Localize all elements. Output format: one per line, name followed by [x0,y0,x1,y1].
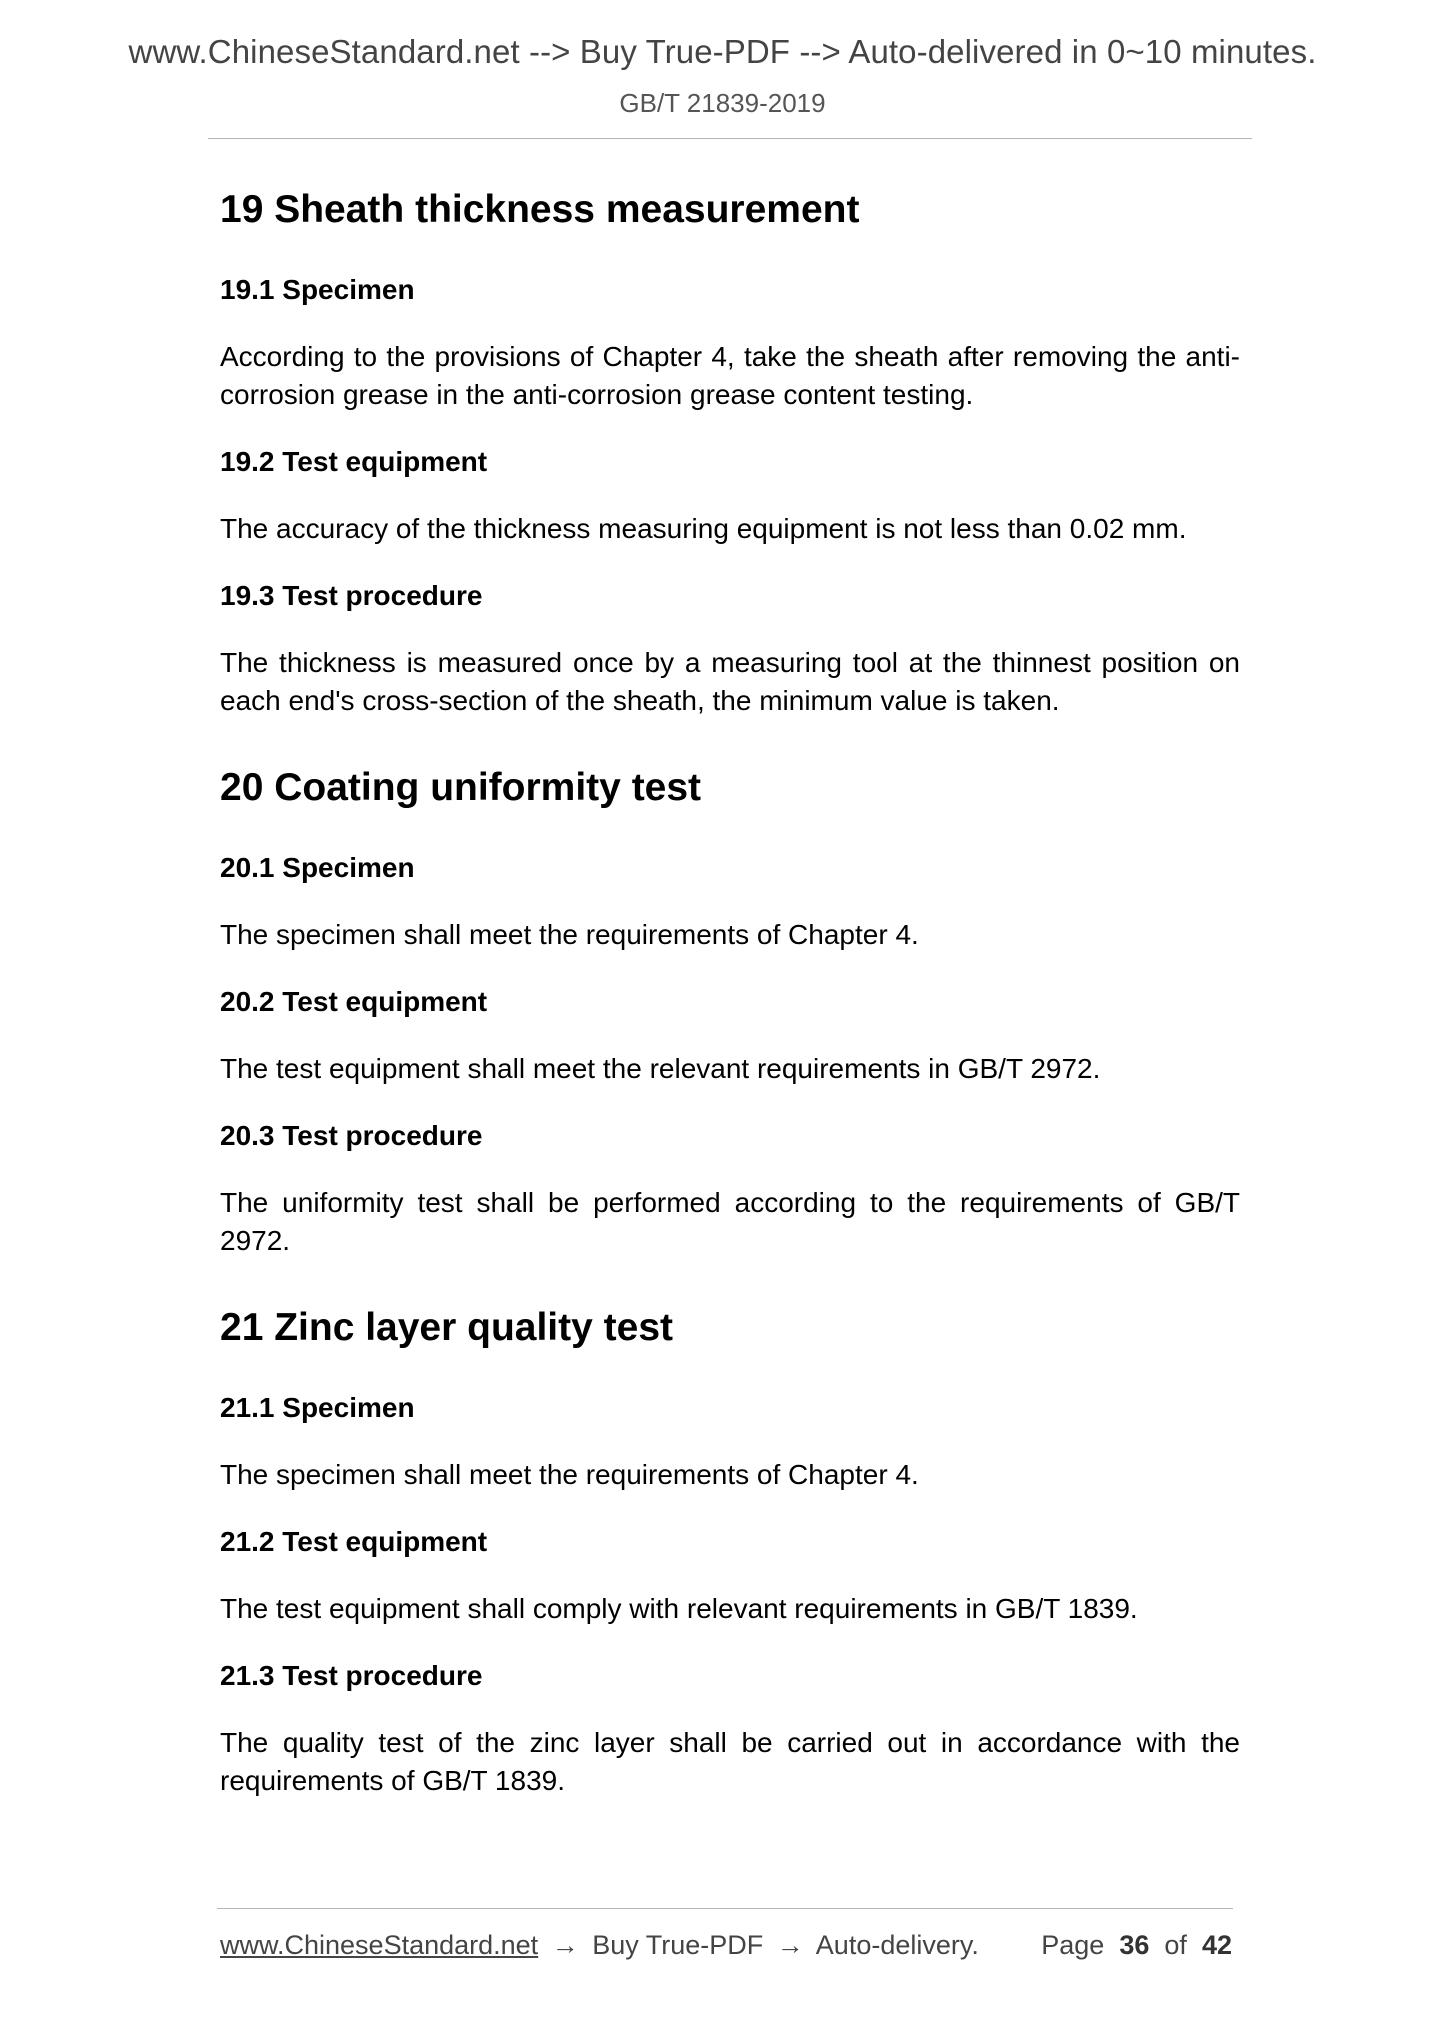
page-footer [220,1930,1232,1970]
section-21-heading: 21 Zinc layer quality test [220,1306,674,1349]
subsection-19-1-heading: 19.1 Specimen [220,274,415,305]
section-19-heading: 19 Sheath thickness measurement [220,188,860,231]
subsection-19-3-heading: 19.3 Test procedure [220,580,483,611]
header-divider [208,138,1252,139]
subsection-21-1-text: The specimen shall meet the requirements of Chapter 4. [220,1459,919,1490]
subsection-20-2-heading: 20.2 Test equipment [220,986,488,1017]
subsection-21-3-heading: 21.3 Test procedure [220,1660,483,1691]
of-label: of [1164,1930,1187,1960]
page-label: Page [1041,1930,1105,1960]
subsection-20-1-heading: 20.1 Specimen [220,852,415,883]
subsection-20-2-text: The test equipment shall meet the relevant requirements in GB/T 2972. [220,1053,1101,1084]
subsection-20-1-text: The specimen shall meet the requirements of Chapter 4. [220,919,919,950]
subsection-21-2-heading: 21.2 Test equipment [220,1526,488,1557]
footer-delivery-text: Auto-delivery. [815,1930,979,1960]
footer-buy-text: Buy True-PDF [592,1930,764,1960]
subsection-19-2-text: The accuracy of the thickness measuring equipment is not less than 0.02 mm. [220,513,1187,544]
subsection-19-3-text: The thickness is measured once by a measuring tool at the thinnest position on each end's cross-section of the sheath, the minimum value is taken. [220,647,1240,716]
subsection-21-3-text: The quality test of the zinc layer shall be carried out in accordance with the requirements of GB/T 1839. [220,1727,1240,1796]
subsection-20-3-heading: 20.3 Test procedure [220,1120,483,1151]
footer-divider [217,1908,1233,1909]
total-pages: 42 [1201,1930,1232,1960]
subsection-20-3-text: The uniformity test shall be performed according to the requirements of GB/T 2972. [220,1187,1240,1256]
section-20-heading: 20 Coating uniformity test [220,766,702,809]
subsection-21-1-heading: 21.1 Specimen [220,1392,415,1423]
top-banner: www.ChineseStandard.net --> Buy True-PDF --> Auto-delivered in 0~10 minutes. [128,33,1317,70]
subsection-19-2-heading: 19.2 Test equipment [220,446,488,477]
page-indicator [1041,1930,1232,1961]
arrow-right-icon: → [776,1930,804,1960]
document-id: GB/T 21839-2019 [619,88,826,118]
subsection-21-2-text: The test equipment shall comply with relevant requirements in GB/T 1839. [220,1593,1138,1624]
page-content [220,186,1240,1800]
arrow-right-icon: → [551,1930,579,1960]
footer-site-link[interactable]: www.ChineseStandard.net [220,1930,539,1960]
page-number: 36 [1119,1930,1150,1960]
subsection-19-1-text: According to the provisions of Chapter 4, take the sheath after removing the anti-corrosion grease in the anti-corrosion grease content testing. [220,341,1240,410]
